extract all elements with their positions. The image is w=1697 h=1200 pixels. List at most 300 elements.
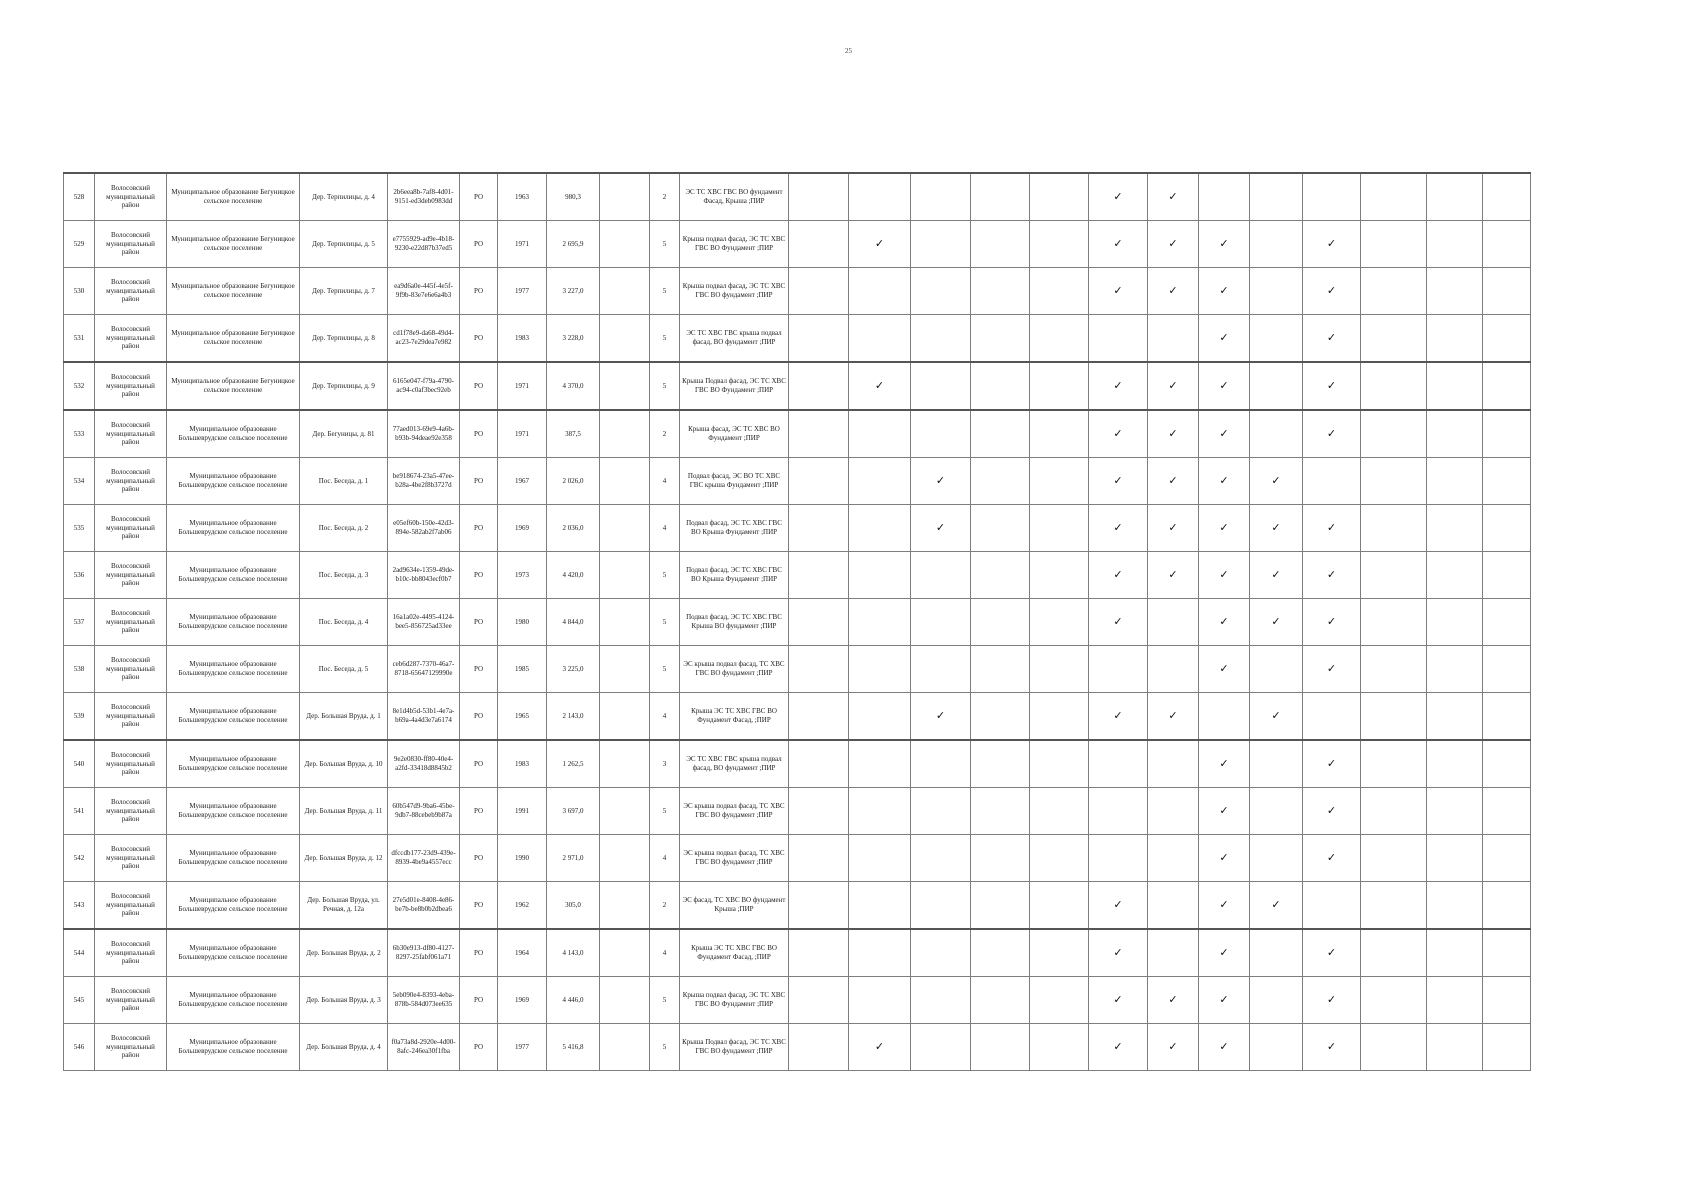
work-type-cell — [1030, 835, 1089, 882]
work-type-cell — [971, 1024, 1030, 1071]
checkmark-icon: ✓ — [1113, 993, 1123, 1007]
area-cell: 4 844,0 — [547, 599, 600, 646]
work-type-cell — [1199, 362, 1250, 410]
table-row — [64, 1024, 1531, 1071]
row-number: 534 — [64, 458, 95, 505]
work-type-cell — [971, 362, 1030, 410]
year-cell: 1971 — [498, 362, 547, 410]
district-cell: Волосовский муниципальный район — [95, 458, 167, 505]
work-type-cell — [1030, 788, 1089, 835]
district-cell: Волосовский муниципальный район — [95, 552, 167, 599]
empty-cell — [600, 599, 650, 646]
checkmark-icon: ✓ — [1271, 898, 1281, 912]
work-type-cell — [1250, 788, 1303, 835]
checkmark-icon: ✓ — [874, 237, 885, 251]
table-row — [64, 693, 1531, 741]
work-type-cell — [911, 458, 971, 505]
work-type-cell — [1199, 1024, 1250, 1071]
work-type-cell — [1361, 977, 1427, 1024]
work-type-cell — [1089, 173, 1148, 221]
work-type-cell — [1361, 1024, 1427, 1071]
work-type-cell — [971, 835, 1030, 882]
uid-cell: 6165e047-f79a-4790-ac94-c0af3bec92eb — [388, 362, 460, 410]
row-number: 535 — [64, 505, 95, 552]
row-number: 540 — [64, 740, 95, 788]
work-type-cell — [1199, 599, 1250, 646]
work-type-cell — [849, 599, 911, 646]
table-row — [64, 505, 1531, 552]
checkmark-icon: ✓ — [1219, 331, 1229, 345]
work-type-cell — [849, 788, 911, 835]
work-type-cell — [1199, 315, 1250, 363]
row-number: 528 — [64, 173, 95, 221]
checkmark-icon: ✓ — [1219, 1040, 1229, 1054]
work-type-cell — [789, 599, 849, 646]
ownership-form-cell: РО — [460, 552, 498, 599]
work-type-cell — [911, 740, 971, 788]
address-cell: Дер. Бегуницы, д. 81 — [300, 410, 388, 458]
work-type-cell — [1250, 505, 1303, 552]
work-type-cell — [849, 835, 911, 882]
district-cell: Волосовский муниципальный район — [95, 693, 167, 741]
area-cell: 2 036,0 — [547, 505, 600, 552]
settlement-cell: Муниципальное образование Большеврудское сельское поселение — [167, 977, 300, 1024]
work-type-cell — [789, 315, 849, 363]
work-type-cell — [911, 173, 971, 221]
checkmark-icon: ✓ — [1271, 521, 1281, 535]
work-type-cell — [911, 929, 971, 977]
work-type-cell — [1030, 505, 1089, 552]
work-type-cell — [1030, 458, 1089, 505]
checkmark-icon: ✓ — [1219, 284, 1229, 298]
work-type-cell — [1303, 505, 1361, 552]
work-type-cell — [1427, 693, 1483, 741]
uid-cell: 2ad9634e-1359-49de-b10c-bb8043ecf0b7 — [388, 552, 460, 599]
work-type-cell — [1148, 788, 1199, 835]
work-type-cell — [1199, 740, 1250, 788]
empty-cell — [600, 173, 650, 221]
work-type-cell — [1030, 882, 1089, 930]
page-number: 25 — [845, 47, 852, 55]
checkmark-icon: ✓ — [1271, 709, 1281, 723]
work-type-cell — [1250, 173, 1303, 221]
checkmark-icon: ✓ — [1219, 379, 1229, 393]
work-type-cell — [1303, 1024, 1361, 1071]
ownership-form-cell: РО — [460, 505, 498, 552]
checkmark-icon: ✓ — [1168, 190, 1178, 204]
checkmark-icon: ✓ — [1271, 474, 1281, 488]
district-cell: Волосовский муниципальный район — [95, 362, 167, 410]
checkmark-icon: ✓ — [874, 379, 885, 393]
work-type-cell — [1303, 221, 1361, 268]
work-type-cell — [1089, 221, 1148, 268]
work-type-cell — [849, 362, 911, 410]
work-type-cell — [1361, 458, 1427, 505]
work-type-cell — [1148, 646, 1199, 693]
work-type-cell — [1030, 929, 1089, 977]
works-cell: ЭС ТС ХВС ГВС крыша подвал фасад, ВО фундамент ;ПИР — [680, 740, 789, 788]
work-type-cell — [849, 740, 911, 788]
uid-cell: cd1f78e9-da68-49d4-ac23-7e29dea7e982 — [388, 315, 460, 363]
work-type-cell — [1483, 882, 1531, 930]
area-cell: 3 228,0 — [547, 315, 600, 363]
floors-cell: 4 — [650, 835, 680, 882]
year-cell: 1964 — [498, 929, 547, 977]
floors-cell: 5 — [650, 977, 680, 1024]
work-type-cell — [971, 882, 1030, 930]
row-number: 545 — [64, 977, 95, 1024]
area-cell: 4 446,0 — [547, 977, 600, 1024]
work-type-cell — [849, 646, 911, 693]
work-type-cell — [911, 552, 971, 599]
ownership-form-cell: РО — [460, 315, 498, 363]
floors-cell: 3 — [650, 740, 680, 788]
work-type-cell — [1030, 552, 1089, 599]
checkmark-icon: ✓ — [1168, 521, 1178, 535]
work-type-cell — [1361, 788, 1427, 835]
work-type-cell — [1427, 268, 1483, 315]
table-row — [64, 599, 1531, 646]
empty-cell — [600, 929, 650, 977]
registry-table — [63, 172, 1531, 1071]
work-type-cell — [1483, 1024, 1531, 1071]
district-cell: Волосовский муниципальный район — [95, 599, 167, 646]
work-type-cell — [1303, 977, 1361, 1024]
address-cell: Пос. Беседа, д. 5 — [300, 646, 388, 693]
checkmark-icon: ✓ — [935, 709, 946, 723]
empty-cell — [600, 410, 650, 458]
work-type-cell — [849, 268, 911, 315]
work-type-cell — [1361, 362, 1427, 410]
district-cell: Волосовский муниципальный район — [95, 740, 167, 788]
work-type-cell — [1250, 646, 1303, 693]
work-type-cell — [849, 882, 911, 930]
work-type-cell — [789, 977, 849, 1024]
work-type-cell — [971, 693, 1030, 741]
work-type-cell — [1483, 505, 1531, 552]
address-cell: Пос. Беседа, д. 3 — [300, 552, 388, 599]
work-type-cell — [1427, 173, 1483, 221]
ownership-form-cell: РО — [460, 788, 498, 835]
work-type-cell — [1303, 410, 1361, 458]
work-type-cell — [1030, 410, 1089, 458]
work-type-cell — [1089, 315, 1148, 363]
checkmark-icon: ✓ — [1326, 615, 1337, 629]
checkmark-icon: ✓ — [1113, 237, 1123, 251]
district-cell: Волосовский муниципальный район — [95, 646, 167, 693]
work-type-cell — [1250, 599, 1303, 646]
work-type-cell — [789, 693, 849, 741]
settlement-cell: Муниципальное образование Большеврудское сельское поселение — [167, 410, 300, 458]
work-type-cell — [789, 221, 849, 268]
work-type-cell — [1030, 646, 1089, 693]
year-cell: 1980 — [498, 599, 547, 646]
work-type-cell — [1483, 221, 1531, 268]
checkmark-icon: ✓ — [1219, 427, 1229, 441]
works-cell: Крыша подвал фасад, ЭС ТС ХВС ГВС ВО Фундамент ;ПИР — [680, 977, 789, 1024]
settlement-cell: Муниципальное образование Бегуницкое сельское поселение — [167, 268, 300, 315]
empty-cell — [600, 315, 650, 363]
row-number: 542 — [64, 835, 95, 882]
work-type-cell — [1199, 552, 1250, 599]
work-type-cell — [1361, 505, 1427, 552]
work-type-cell — [1148, 268, 1199, 315]
address-cell: Дер. Большая Вруда, д. 3 — [300, 977, 388, 1024]
empty-cell — [600, 646, 650, 693]
work-type-cell — [1250, 410, 1303, 458]
work-type-cell — [1148, 552, 1199, 599]
checkmark-icon: ✓ — [1168, 993, 1178, 1007]
area-cell: 5 416,8 — [547, 1024, 600, 1071]
empty-cell — [600, 221, 650, 268]
work-type-cell — [1483, 599, 1531, 646]
work-type-cell — [1250, 1024, 1303, 1071]
floors-cell: 5 — [650, 268, 680, 315]
work-type-cell — [1199, 788, 1250, 835]
checkmark-icon: ✓ — [1113, 946, 1123, 960]
settlement-cell: Муниципальное образование Бегуницкое сельское поселение — [167, 315, 300, 363]
work-type-cell — [1089, 599, 1148, 646]
empty-cell — [600, 505, 650, 552]
works-cell: Крыша ЭС ТС ХВС ГВС ВО Фундамент Фасад, ;ПИР — [680, 693, 789, 741]
ownership-form-cell: РО — [460, 410, 498, 458]
uid-cell: ea9d6a0e-445f-4e5f-9f9b-83e7e6e6a4b3 — [388, 268, 460, 315]
year-cell: 1973 — [498, 552, 547, 599]
work-type-cell — [789, 740, 849, 788]
empty-cell — [600, 693, 650, 741]
work-type-cell — [1199, 835, 1250, 882]
work-type-cell — [1250, 882, 1303, 930]
work-type-cell — [1483, 173, 1531, 221]
checkmark-icon: ✓ — [1168, 379, 1178, 393]
work-type-cell — [1089, 1024, 1148, 1071]
work-type-cell — [1483, 693, 1531, 741]
work-type-cell — [849, 173, 911, 221]
work-type-cell — [1303, 362, 1361, 410]
checkmark-icon: ✓ — [1113, 709, 1123, 723]
work-type-cell — [911, 315, 971, 363]
work-type-cell — [1199, 882, 1250, 930]
area-cell: 4 370,0 — [547, 362, 600, 410]
district-cell: Волосовский муниципальный район — [95, 173, 167, 221]
floors-cell: 5 — [650, 1024, 680, 1071]
work-type-cell — [789, 788, 849, 835]
work-type-cell — [1303, 788, 1361, 835]
settlement-cell: Муниципальное образование Большеврудское сельское поселение — [167, 693, 300, 741]
checkmark-icon: ✓ — [1326, 1040, 1337, 1054]
work-type-cell — [1250, 552, 1303, 599]
work-type-cell — [1427, 599, 1483, 646]
checkmark-icon: ✓ — [1326, 851, 1337, 865]
district-cell: Волосовский муниципальный район — [95, 410, 167, 458]
address-cell: Дер. Терпилицы, д. 8 — [300, 315, 388, 363]
district-cell: Волосовский муниципальный район — [95, 315, 167, 363]
checkmark-icon: ✓ — [1326, 568, 1337, 582]
district-cell: Волосовский муниципальный район — [95, 221, 167, 268]
work-type-cell — [1148, 882, 1199, 930]
checkmark-icon: ✓ — [1113, 474, 1123, 488]
work-type-cell — [1250, 362, 1303, 410]
work-type-cell — [911, 646, 971, 693]
uid-cell: 9e2e0830-ff80-40e4-a2fd-33418d8845b2 — [388, 740, 460, 788]
work-type-cell — [1483, 315, 1531, 363]
work-type-cell — [1427, 977, 1483, 1024]
address-cell: Пос. Беседа, д. 4 — [300, 599, 388, 646]
year-cell: 1977 — [498, 268, 547, 315]
work-type-cell — [1030, 221, 1089, 268]
row-number: 530 — [64, 268, 95, 315]
work-type-cell — [1089, 552, 1148, 599]
work-type-cell — [911, 221, 971, 268]
work-type-cell — [1361, 173, 1427, 221]
work-type-cell — [1030, 693, 1089, 741]
checkmark-icon: ✓ — [1219, 851, 1229, 865]
works-cell: Крыша ЭС ТС ХВС ГВС ВО Фундамент Фасад, ;ПИР — [680, 929, 789, 977]
work-type-cell — [1148, 977, 1199, 1024]
table-row — [64, 977, 1531, 1024]
work-type-cell — [1089, 646, 1148, 693]
year-cell: 1971 — [498, 410, 547, 458]
ownership-form-cell: РО — [460, 835, 498, 882]
work-type-cell — [1427, 552, 1483, 599]
district-cell: Волосовский муниципальный район — [95, 268, 167, 315]
uid-cell: 16a1a02e-4495-4124-bee5-856725ad33ee — [388, 599, 460, 646]
ownership-form-cell: РО — [460, 646, 498, 693]
table-row — [64, 552, 1531, 599]
works-cell: Крыша Подвал фасад, ЭС ТС ХВС ГВС ВО Фундамент ;ПИР — [680, 362, 789, 410]
address-cell: Дер. Терпилицы, д. 9 — [300, 362, 388, 410]
work-type-cell — [1030, 1024, 1089, 1071]
ownership-form-cell: РО — [460, 929, 498, 977]
area-cell: 1 262,5 — [547, 740, 600, 788]
works-cell: Подвал фасад, ЭС ТС ХВС ГВС ВО Крыша Фундамент ;ПИР — [680, 552, 789, 599]
table-row — [64, 173, 1531, 221]
ownership-form-cell: РО — [460, 173, 498, 221]
table-row — [64, 788, 1531, 835]
work-type-cell — [849, 693, 911, 741]
work-type-cell — [849, 221, 911, 268]
work-type-cell — [971, 458, 1030, 505]
work-type-cell — [971, 599, 1030, 646]
settlement-cell: Муниципальное образование Бегуницкое сельское поселение — [167, 362, 300, 410]
year-cell: 1983 — [498, 315, 547, 363]
area-cell: 2 695,9 — [547, 221, 600, 268]
year-cell: 1977 — [498, 1024, 547, 1071]
checkmark-icon: ✓ — [1219, 237, 1229, 251]
work-type-cell — [971, 929, 1030, 977]
work-type-cell — [1427, 410, 1483, 458]
work-type-cell — [1148, 458, 1199, 505]
year-cell: 1971 — [498, 221, 547, 268]
work-type-cell — [1483, 929, 1531, 977]
work-type-cell — [1148, 221, 1199, 268]
checkmark-icon: ✓ — [1219, 898, 1229, 912]
uid-cell: 2b6eea8b-7af8-4d01-9151-ed3deb0983dd — [388, 173, 460, 221]
checkmark-icon: ✓ — [935, 474, 946, 488]
work-type-cell — [1250, 929, 1303, 977]
checkmark-icon: ✓ — [1113, 898, 1123, 912]
address-cell: Дер. Большая Вруда, д. 2 — [300, 929, 388, 977]
work-type-cell — [789, 835, 849, 882]
work-type-cell — [1303, 552, 1361, 599]
work-type-cell — [971, 410, 1030, 458]
floors-cell: 5 — [650, 788, 680, 835]
work-type-cell — [1148, 929, 1199, 977]
work-type-cell — [1361, 646, 1427, 693]
works-cell: Подвал фасад, ЭС ВО ТС ХВС ГВС крыша Фундамент ;ПИР — [680, 458, 789, 505]
row-number: 531 — [64, 315, 95, 363]
checkmark-icon: ✓ — [1326, 331, 1337, 345]
work-type-cell — [1089, 410, 1148, 458]
work-type-cell — [789, 362, 849, 410]
row-number: 536 — [64, 552, 95, 599]
checkmark-icon: ✓ — [1271, 568, 1281, 582]
year-cell: 1965 — [498, 693, 547, 741]
work-type-cell — [1427, 788, 1483, 835]
works-cell: Крыша подвал фасад, ЭС ТС ХВС ГВС ВО фундамент ;ПИР — [680, 268, 789, 315]
work-type-cell — [789, 268, 849, 315]
work-type-cell — [1148, 315, 1199, 363]
work-type-cell — [789, 552, 849, 599]
settlement-cell: Муниципальное образование Большеврудское сельское поселение — [167, 1024, 300, 1071]
work-type-cell — [1361, 929, 1427, 977]
checkmark-icon: ✓ — [1168, 1040, 1178, 1054]
work-type-cell — [849, 552, 911, 599]
floors-cell: 4 — [650, 929, 680, 977]
settlement-cell: Муниципальное образование Большеврудское сельское поселение — [167, 835, 300, 882]
work-type-cell — [1483, 646, 1531, 693]
area-cell: 387,5 — [547, 410, 600, 458]
work-type-cell — [1199, 929, 1250, 977]
work-type-cell — [971, 740, 1030, 788]
work-type-cell — [911, 268, 971, 315]
checkmark-icon: ✓ — [1326, 284, 1337, 298]
work-type-cell — [1303, 458, 1361, 505]
uid-cell: 5eb090e4-8393-4eba-878b-584d073ee635 — [388, 977, 460, 1024]
works-cell: ЭС крыша подвал фасад, ТС ХВС ГВС ВО фундамент ;ПИР — [680, 646, 789, 693]
work-type-cell — [1361, 315, 1427, 363]
work-type-cell — [1427, 740, 1483, 788]
empty-cell — [600, 788, 650, 835]
work-type-cell — [849, 410, 911, 458]
work-type-cell — [1303, 693, 1361, 741]
work-type-cell — [1361, 552, 1427, 599]
work-type-cell — [1361, 882, 1427, 930]
checkmark-icon: ✓ — [1113, 379, 1123, 393]
work-type-cell — [1361, 221, 1427, 268]
work-type-cell — [1427, 835, 1483, 882]
work-type-cell — [789, 410, 849, 458]
district-cell: Волосовский муниципальный район — [95, 882, 167, 930]
district-cell: Волосовский муниципальный район — [95, 929, 167, 977]
floors-cell: 5 — [650, 646, 680, 693]
uid-cell: be918674-23a5-47ee-b28a-4be2f8b3727d — [388, 458, 460, 505]
work-type-cell — [1199, 458, 1250, 505]
settlement-cell: Муниципальное образование Большеврудское сельское поселение — [167, 552, 300, 599]
work-type-cell — [1148, 599, 1199, 646]
checkmark-icon: ✓ — [1113, 615, 1123, 629]
table-row — [64, 882, 1531, 930]
work-type-cell — [1199, 221, 1250, 268]
work-type-cell — [1030, 977, 1089, 1024]
row-number: 533 — [64, 410, 95, 458]
uid-cell: dfccdb177-23d9-439e-8939-4be9a4557ecc — [388, 835, 460, 882]
checkmark-icon: ✓ — [1219, 946, 1229, 960]
district-cell: Волосовский муниципальный район — [95, 1024, 167, 1071]
ownership-form-cell: РО — [460, 362, 498, 410]
checkmark-icon: ✓ — [935, 521, 946, 535]
work-type-cell — [1250, 221, 1303, 268]
